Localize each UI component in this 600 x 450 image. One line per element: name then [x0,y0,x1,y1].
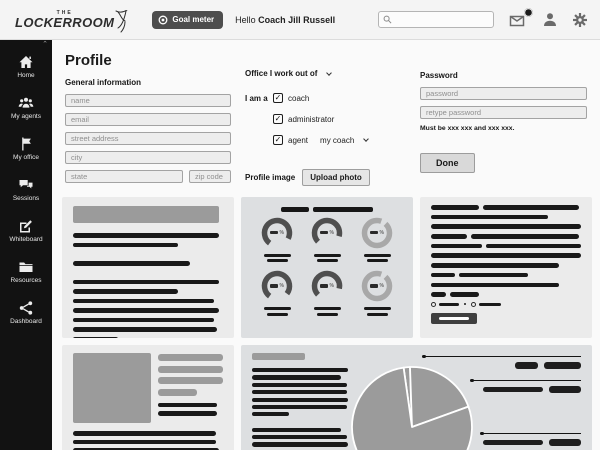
roles-column [245,48,413,189]
placeholder-text-lines [73,431,223,450]
callout-label-pill [515,362,538,369]
donut-stat [252,269,302,316]
sidebar-item-label: My office [13,154,39,161]
image-placeholder [73,353,151,423]
sidebar-item-sessions[interactable] [9,177,42,202]
sidebar-item-label: Dashboard [10,318,42,325]
sidebar-item-label: Whiteboard [9,236,43,243]
meta-icon [431,302,436,307]
donut-caption-bars [314,307,341,316]
callout-label-pill [483,387,543,392]
donut-gauge-chart [360,216,394,250]
sidebar-item-my-agents[interactable] [9,95,42,120]
page-title: Profile [65,52,112,69]
meta-dot [464,303,466,305]
donut-percent-label: % [360,269,394,303]
donut-percent-label: % [360,216,394,250]
placeholder-gray-lines [158,354,223,396]
app-logo[interactable] [15,10,128,29]
greeting-name: Coach Jill Russell [258,14,336,25]
donut-gauge-chart [260,269,294,303]
basketball-net-icon [115,10,128,39]
donut-caption-bars [264,307,291,316]
role-checkbox-list [273,93,368,156]
sidebar-item-dashboard[interactable] [9,300,42,325]
agents-icon [18,95,34,111]
office-label: Office I work out of [245,69,318,78]
general-info-label: General information [65,78,142,87]
donut-caption-bars [364,254,391,263]
donut-stat [252,216,302,263]
sidebar-nav [9,54,42,341]
chevron-down-icon [327,70,333,76]
sidebar-item-resources[interactable] [9,259,42,284]
pie-report-card [241,345,592,450]
role-label: agent [288,135,309,145]
meta-icon [471,302,476,307]
donut-gauge-chart [360,269,394,303]
email-input[interactable] [65,113,231,126]
sidebar-item-home[interactable] [9,54,42,79]
search-box[interactable] [378,11,494,28]
donut-stat [302,269,352,316]
content-cards [62,197,592,450]
donut-grid [252,216,402,316]
greeting: Hello Coach Jill Russell [235,14,336,25]
donut-percent-label: % [310,269,344,303]
card-title-block [252,353,305,360]
donut-stats-card [241,197,413,338]
chevron-down-icon [363,136,369,142]
callout-label-pill [483,440,543,445]
profile-form [52,40,600,189]
donut-percent-label: % [260,269,294,303]
donut-title [252,207,402,212]
placeholder-text-lines [158,403,223,416]
settings-button[interactable] [572,12,588,28]
callout-line [424,356,581,357]
logo-the: THE [56,10,73,16]
donut-caption-bars [314,254,341,263]
callout-label-pill [544,362,581,369]
donut-gauge-chart [310,269,344,303]
callout-label-pill [549,439,581,446]
sidebar-collapse-caret[interactable]: ⌃ [42,41,48,48]
meta-bar [439,303,459,307]
callout-label-pill [549,386,581,393]
state-input[interactable] [65,170,183,183]
office-select[interactable] [245,69,413,78]
article-card [420,197,592,338]
general-info-column [65,48,231,189]
sidebar-item-whiteboard[interactable] [9,218,42,243]
placeholder-text-lines [252,368,348,450]
checkbox-administrator[interactable]: ✓ [274,114,282,123]
donut-stat [302,216,352,263]
folder-icon [18,259,34,275]
donut-stat [352,216,402,263]
user-button[interactable] [543,12,557,27]
checkbox-agent[interactable]: ✓ [274,135,282,144]
role-label: coach [288,93,310,103]
flag-icon [18,136,34,152]
callout-labels [483,386,581,393]
street-address-input[interactable] [65,132,231,145]
sidebar-item-label: Home [17,72,35,79]
password-label: Password [420,71,458,80]
donut-gauge-chart [260,216,294,250]
callout-labels [515,362,581,369]
retype-password-input[interactable] [420,106,587,119]
goal-meter-label: Goal meter [172,15,215,24]
callout-labels [483,439,581,446]
password-column [420,48,587,189]
city-input[interactable] [65,151,231,164]
role-row-administrator [273,114,368,124]
zip-code-input[interactable] [189,170,231,183]
card-action-button[interactable] [431,313,477,324]
placeholder-text-lines [431,205,581,297]
notification-badge [524,8,533,17]
share-icon [18,300,34,316]
donut-percent-label: % [310,216,344,250]
done-button[interactable]: Done [420,153,475,173]
search-icon [383,15,392,24]
media-post-card [62,345,234,450]
card-meta-row [431,302,581,307]
card-header-block [73,206,219,223]
meta-bar [479,303,501,307]
sidebar-item-label: My agents [11,113,41,120]
chat-icon [18,177,34,193]
placeholder-text-lines [73,233,223,338]
profile-image-label: Profile image [245,173,296,182]
callout-line [472,380,581,381]
my-coach-select[interactable]: my coach [320,136,368,145]
donut-percent-label: % [260,216,294,250]
name-input[interactable] [65,94,231,107]
search-input[interactable] [395,15,489,24]
home-icon [18,54,34,70]
sidebar [0,40,52,450]
messages-button[interactable] [509,12,528,27]
password-hint: Must be xxx xxx and xxx xxx. [420,125,515,132]
password-input[interactable] [420,87,587,100]
goal-meter-button[interactable] [152,11,223,29]
sidebar-item-label: Sessions [12,195,40,202]
text-post-card [62,197,234,338]
header [0,0,600,40]
goal-meter-icon [158,15,168,25]
main-content [52,40,600,450]
sidebar-item-my-office[interactable] [9,136,42,161]
donut-caption-bars [264,254,291,263]
callout-line [482,433,581,434]
pie-chart [350,365,474,450]
role-row-coach [273,93,368,103]
sidebar-item-label: Resources [10,277,42,284]
iama-label: I am a [245,94,268,103]
donut-gauge-chart [310,216,344,250]
logo-main: LOCKERROOM [15,15,115,30]
checkbox-coach[interactable]: ✓ [274,93,282,102]
donut-caption-bars [364,307,391,316]
role-label: administrator [288,114,335,124]
role-row-agent [273,135,368,145]
upload-photo-button[interactable]: Upload photo [302,169,370,186]
donut-stat [352,269,402,316]
edit-icon [18,218,34,234]
